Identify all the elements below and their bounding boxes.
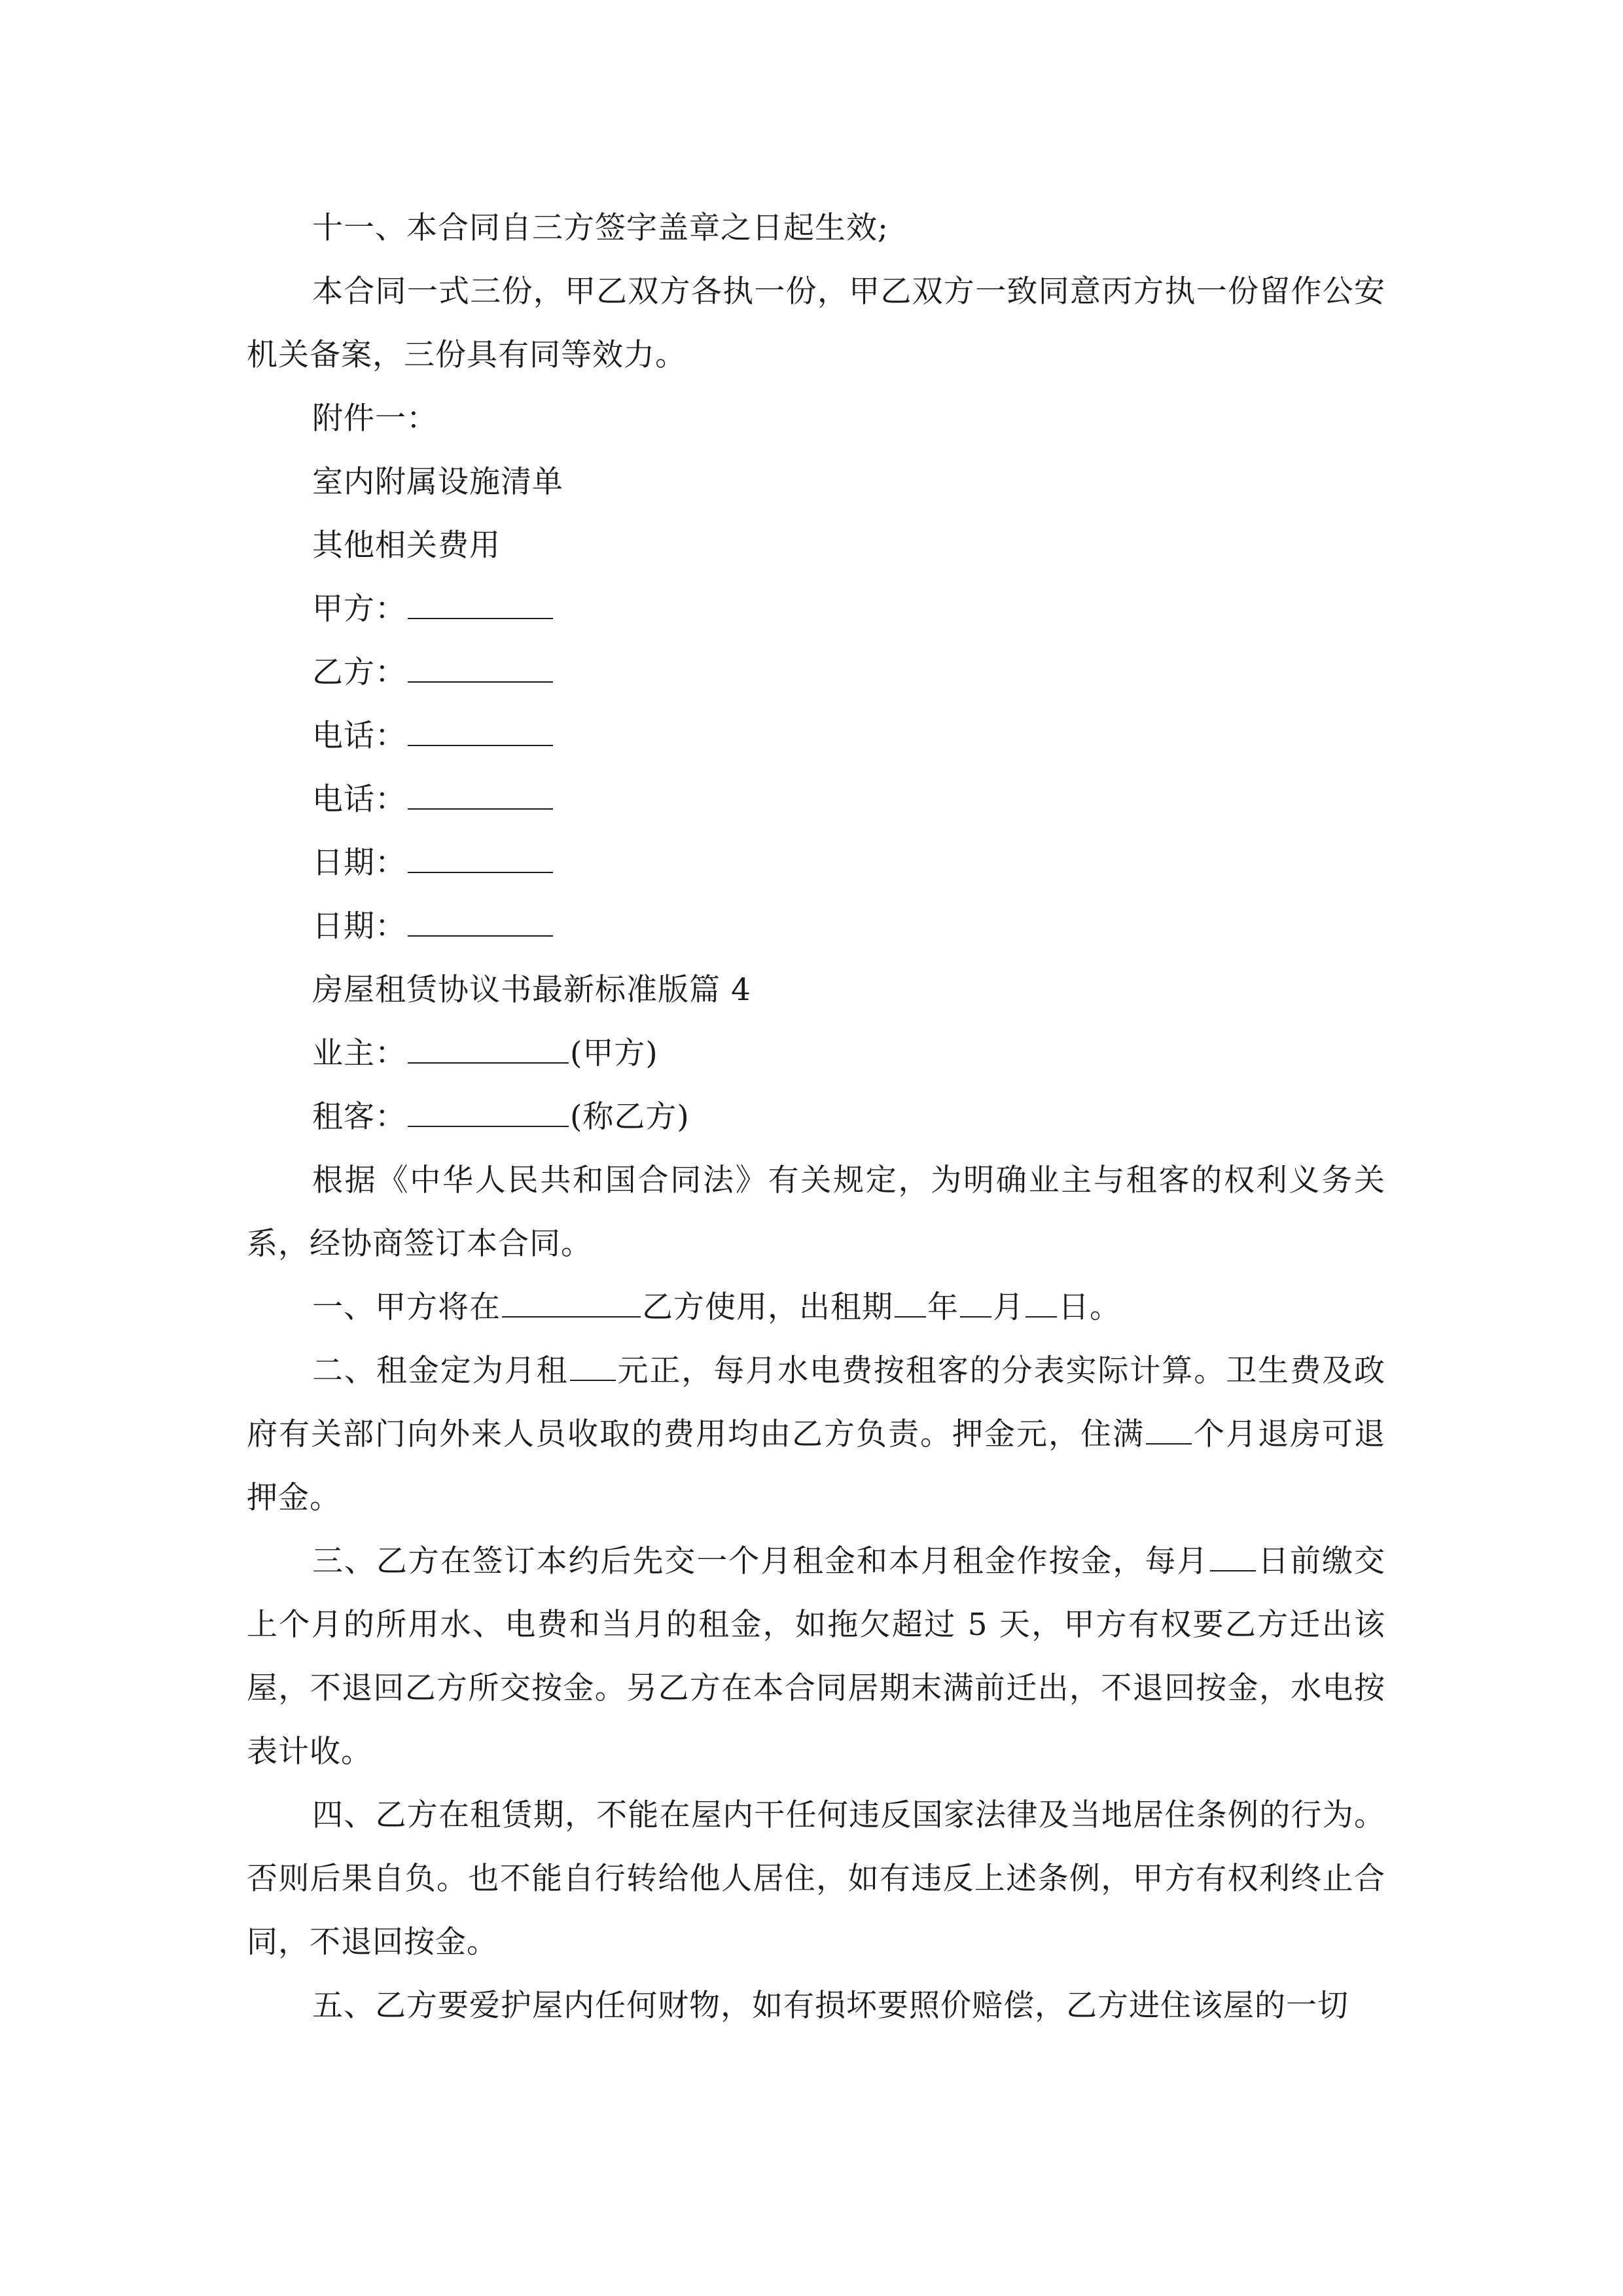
party-a-blank <box>408 592 553 619</box>
clause-3 <box>247 1530 1385 1784</box>
date-2-blank <box>408 909 553 937</box>
location-blank <box>502 1290 641 1318</box>
owner-suffix: (甲方) <box>570 1035 658 1071</box>
owner-line <box>247 1022 1385 1085</box>
month-blank <box>960 1290 991 1318</box>
clause-5: 五、乙方要爱护屋内任何财物，如有损坏要照价赔偿，乙方进住该屋的一切 <box>312 1988 1349 2024</box>
phone-1-label: 电话： <box>312 718 406 754</box>
phone-2-blank <box>408 782 553 810</box>
clause-2-text-c: 个月退房可退押金。 <box>247 1416 1385 1516</box>
clause-3-text-b: 日前缴交上个月的所用水、电费和当月的租金，如拖欠超过 5 天，甲方有权要乙方迁出该屋，不退回乙方所交按金。另乙方在本合同居期末满前迁出，不退回按金，水电按表计收。 <box>247 1543 1385 1770</box>
signature-line-date-2 <box>247 895 1385 958</box>
party-a-label: 甲方： <box>312 591 406 627</box>
party-b-label: 乙方： <box>312 655 406 691</box>
intro-paragraph: 根据《中华人民共和国合同法》有关规定，为明确业主与租客的权利义务关系，经协商签订本合同。 <box>247 1162 1385 1262</box>
signature-line-phone-2 <box>247 768 1385 831</box>
clause-3-text-a: 三、乙方在签订本约后先交一个月租金和本月租金作按金，每月 <box>312 1543 1209 1579</box>
tenant-label: 租客： <box>312 1099 406 1135</box>
clause-1-text-a: 一、甲方将在 <box>312 1289 501 1325</box>
signature-line-party-a <box>247 577 1385 641</box>
clause-2 <box>247 1339 1385 1530</box>
signature-line-party-b <box>247 641 1385 704</box>
party-b-blank <box>408 655 553 683</box>
tenant-blank <box>408 1100 569 1127</box>
document-body <box>247 196 1385 2037</box>
clause-2-text-a: 二、租金定为月租 <box>312 1353 569 1389</box>
clause-1-month: 月 <box>993 1289 1024 1325</box>
signature-line-date-1 <box>247 831 1385 895</box>
phone-2-label: 电话： <box>312 781 406 817</box>
date-1-label: 日期： <box>312 845 406 881</box>
tenant-line <box>247 1085 1385 1149</box>
year-blank <box>895 1290 926 1318</box>
signature-line-phone-1 <box>247 704 1385 768</box>
rent-blank <box>570 1354 616 1381</box>
other-fees-heading: 其他相关费用 <box>312 528 501 564</box>
clause-11-effective: 十一、本合同自三方签字盖章之日起生效; <box>312 210 889 246</box>
copies-paragraph: 本合同一式三份，甲乙双方各执一份，甲乙双方一致同意丙方执一份留作公安机关备案，三份具有同等效力。 <box>247 274 1385 373</box>
owner-blank <box>408 1036 569 1064</box>
attachment-heading: 附件一： <box>312 401 438 437</box>
clause-2-text-b: 元正，每月水电费按租客的分表实际计算。卫生费及政府有关部门向外来人员收取的费用均由乙方负责。押金元，住满 <box>247 1353 1385 1452</box>
months-blank <box>1146 1417 1192 1444</box>
day-blank <box>1026 1290 1057 1318</box>
tenant-suffix: (称乙方) <box>570 1099 690 1135</box>
clause-1 <box>247 1276 1385 1339</box>
date-1-blank <box>408 846 553 873</box>
owner-label: 业主： <box>312 1035 406 1071</box>
section-title-4: 房屋租赁协议书最新标准版篇 4 <box>312 972 751 1008</box>
due-day-blank <box>1210 1544 1256 1571</box>
clause-1-text-b: 乙方使用，出租期 <box>642 1289 893 1325</box>
clause-1-year: 年 <box>927 1289 959 1325</box>
date-2-label: 日期： <box>312 908 406 944</box>
clause-1-day: 日。 <box>1058 1289 1121 1325</box>
clause-4: 四、乙方在租赁期，不能在屋内干任何违反国家法律及当地居住条例的行为。否则后果自负。也不能自行转给他人居住，如有违反上述条例，甲方有权利终止合同，不退回按金。 <box>247 1797 1385 1960</box>
phone-1-blank <box>408 719 553 746</box>
facilities-list-heading: 室内附属设施清单 <box>312 464 563 500</box>
